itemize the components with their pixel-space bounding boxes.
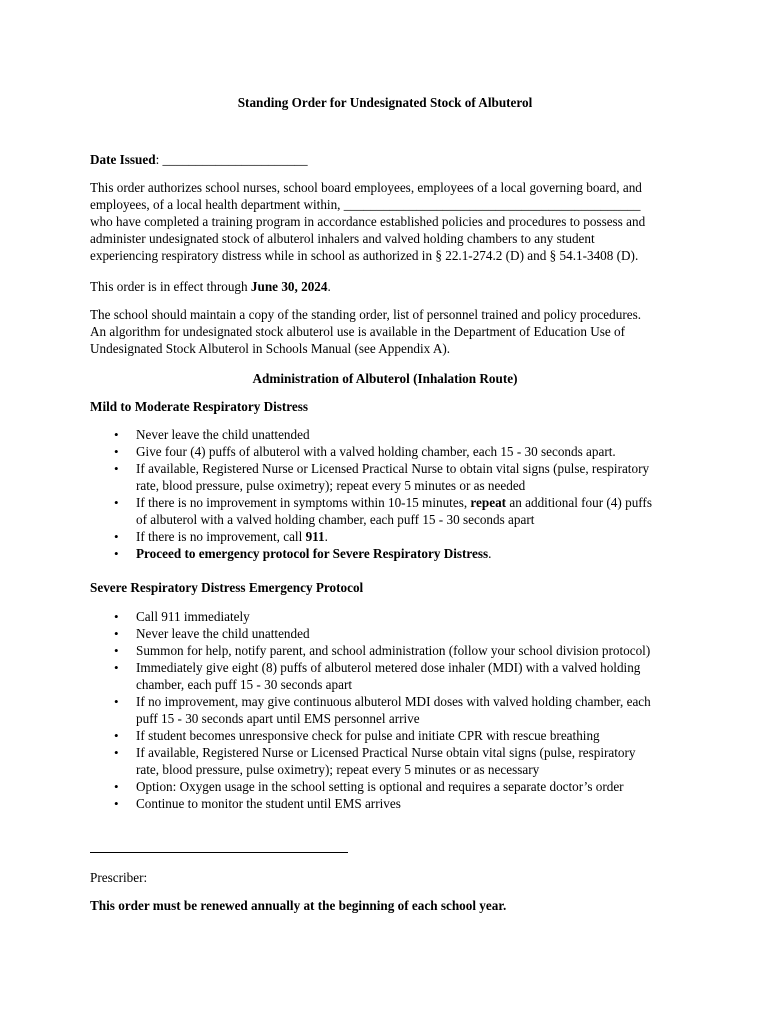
list-item-text: Never leave the child unattended — [136, 626, 310, 641]
list-item-text-part: If there is no improvement, call — [136, 529, 306, 544]
list-item — [90, 727, 690, 744]
list-item-text: Never leave the child unattended — [136, 427, 310, 442]
list-item-text: • If available, Registered Nurse or Licensed Practical Nurse obtain vital signs (pulse, respiratory — [136, 745, 636, 760]
list-item-text-part: . — [488, 546, 492, 561]
list-item — [90, 545, 690, 562]
mild-distress-heading: Mild to Moderate Respiratory Distress — [90, 399, 309, 414]
copy-note-paragraph — [90, 306, 690, 357]
proceed-emphasis: Proceed to emergency protocol for Severe Respiratory Distress — [136, 546, 489, 561]
list-item-text: • If available, Registered Nurse or Licensed Practical Nurse to obtain vital signs (pulse, respiratory — [136, 461, 650, 476]
list-item-text: Call 911 immediately — [136, 609, 250, 624]
date-issued-colon: : — [155, 152, 163, 167]
list-item-text: rate, blood pressure, pulse oximetry); repeat every 5 minutes or as necessary — [136, 762, 540, 777]
effective-suffix: . — [327, 279, 331, 294]
list-item-text: Summon for help, notify parent, and school administration (follow your school division protocol) — [136, 643, 651, 658]
list-item-text: of albuterol with a valved holding chamber, each puff 15 - 30 seconds apart — [136, 512, 535, 527]
authorization-line: administer undesignated stock of albuterol inhalers and valved holding chambers to any student — [90, 231, 595, 246]
date-issued-blank: ______________________ — [162, 152, 308, 167]
list-item — [90, 795, 690, 812]
list-item — [90, 642, 690, 659]
list-item-text: Continue to monitor the student until EMS arrives — [136, 796, 401, 811]
severe-distress-list — [90, 608, 690, 812]
authorization-line: who have completed a training program in accordance established policies and procedures to possess and — [90, 214, 646, 229]
list-item-text: puff 15 - 30 seconds apart until EMS personnel arrive — [136, 711, 420, 726]
list-item-text-part: If there is no improvement in symptoms within 10-15 minutes, — [136, 495, 471, 510]
list-item-text: Option: Oxygen usage in the school setting is optional and requires a separate doctor’s order — [136, 779, 624, 794]
list-item — [90, 608, 690, 625]
list-item — [90, 528, 690, 545]
list-item-text: Give four (4) puffs of albuterol with a valved holding chamber, each 15 - 30 seconds apart. — [136, 444, 616, 459]
repeat-emphasis: repeat — [470, 495, 507, 510]
date-issued-label: Date Issued — [90, 152, 156, 167]
list-item-text: • Immediately give eight (8) puffs of albuterol metered dose inhaler (MDI) with a valved holding — [136, 660, 641, 675]
copy-note-line: The school should maintain a copy of the standing order, list of personnel trained and policy procedures. — [90, 307, 642, 322]
list-item-text: • If no improvement, may give continuous albuterol MDI doses with valved holding chamber, each — [136, 694, 651, 709]
signature-line — [90, 852, 348, 853]
emergency-number: 911 — [305, 529, 325, 544]
list-item — [90, 659, 690, 693]
list-item — [90, 744, 690, 778]
authorization-paragraph — [90, 179, 690, 264]
list-item-text-part: an additional four (4) puffs — [506, 495, 652, 510]
effective-date: June 30, 2024 — [250, 279, 328, 294]
date-issued-line — [90, 151, 682, 168]
list-item — [90, 426, 690, 443]
authorization-line: experiencing respiratory distress while in school as authorized in § 22.1-274.2 (D) and § 54.1-3408 (D). — [90, 248, 639, 263]
renewal-note: This order must be renewed annually at the beginning of each school year. — [90, 898, 507, 913]
effective-prefix: This order is in effect through — [90, 279, 251, 294]
effective-date-line — [90, 278, 682, 295]
list-item-text: If student becomes unresponsive check for pulse and initiate CPR with rescue breathing — [136, 728, 600, 743]
list-item — [90, 693, 690, 727]
document-title: Standing Order for Undesignated Stock of Albuterol — [237, 95, 533, 110]
list-item — [90, 778, 690, 795]
authorization-line: employees, of a local health department within, _____________________________________________ — [90, 197, 641, 212]
list-item — [90, 443, 690, 460]
authorization-line: This order authorizes school nurses, school board employees, employees of a local governing board, and — [90, 180, 642, 195]
administration-heading: Administration of Albuterol (Inhalation Route) — [252, 371, 518, 386]
mild-distress-list — [90, 426, 690, 562]
list-item — [90, 460, 690, 494]
list-item-text: rate, blood pressure, pulse oximetry); repeat every 5 minutes or as needed — [136, 478, 526, 493]
list-item — [90, 494, 690, 528]
list-item-text-part: . — [324, 529, 328, 544]
prescriber-label: Prescriber: — [90, 870, 148, 885]
severe-distress-heading: Severe Respiratory Distress Emergency Protocol — [90, 580, 364, 595]
list-item-text: chamber, each puff 15 - 30 seconds apart — [136, 677, 353, 692]
list-item-text — [136, 494, 690, 511]
list-item — [90, 625, 690, 642]
copy-note-line: Undesignated Stock Albuterol in Schools Manual (see Appendix A). — [90, 341, 451, 356]
copy-note-line: An algorithm for undesignated stock albuterol use is available in the Department of Education Use of — [90, 324, 626, 339]
